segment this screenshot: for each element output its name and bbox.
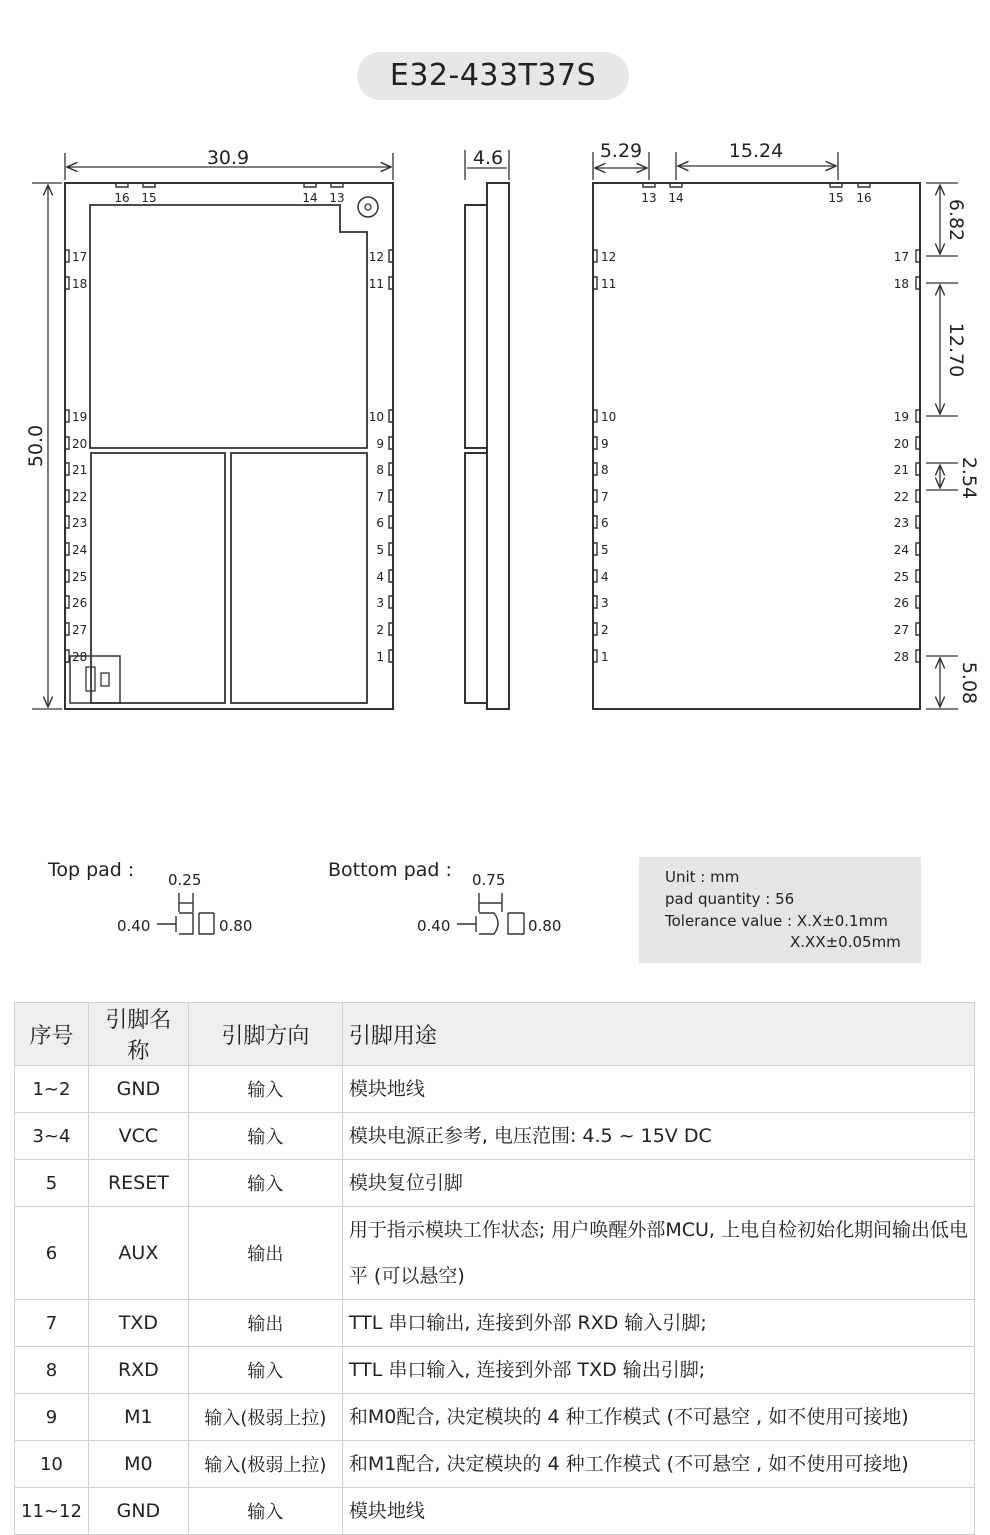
- spec-info-box: [639, 857, 921, 963]
- header-use: 引脚用途: [342, 1003, 974, 1066]
- header-no: 序号: [15, 1003, 89, 1066]
- top-view-outline: [65, 183, 393, 709]
- table-row: [15, 1394, 975, 1441]
- pin-label: 26: [72, 596, 88, 610]
- pin-label: 19: [72, 410, 88, 424]
- bottom-pad-label: Bottom pad :: [328, 859, 452, 881]
- pin-direction: 输入: [188, 1066, 342, 1113]
- pin-name: M0: [88, 1441, 188, 1488]
- pin-label: 26: [893, 596, 909, 610]
- pin-number: 7: [15, 1300, 89, 1347]
- pin-label: 11: [368, 277, 384, 291]
- pin-name: RXD: [88, 1347, 188, 1394]
- bottom-pad-left: 0.40: [417, 917, 451, 935]
- bottom-pad-width: 0.75: [472, 871, 506, 889]
- top-shield-right: [231, 453, 367, 703]
- table-row: [15, 1347, 975, 1394]
- dim-bottom-pad-span-label: 15.24: [728, 140, 784, 162]
- header-dir: 引脚方向: [188, 1003, 342, 1066]
- pin-label: 20: [893, 437, 909, 451]
- pin-label: 23: [72, 516, 88, 530]
- bottom-view-outline: [593, 183, 920, 709]
- info-tolerance-1: Tolerance value : X.X±0.1mm: [665, 912, 888, 930]
- pin-label: 10: [368, 410, 384, 424]
- pin-label: 13: [641, 191, 657, 205]
- table-row: [15, 1300, 975, 1347]
- pin-usage: 和M0配合, 决定模块的 4 种工作模式 (不可悬空 , 如不使用可接地): [342, 1394, 974, 1441]
- top-view-pads: [65, 183, 393, 664]
- pin-direction: 输入: [188, 1347, 342, 1394]
- pin-usage: 模块地线: [342, 1488, 974, 1535]
- antenna-connector-center: [365, 204, 371, 210]
- pin-label: 16: [856, 191, 872, 205]
- dim-right-top-offset-label: 6.82: [945, 198, 967, 242]
- pin-label: 6: [376, 516, 384, 530]
- pin-label: 1: [376, 650, 384, 664]
- pin-label: 7: [601, 490, 609, 504]
- pin-table: [14, 1002, 975, 1535]
- pin-label: 2: [601, 623, 609, 637]
- pin-direction: 输出: [188, 1300, 342, 1347]
- dim-pitch-label: 2.54: [958, 456, 980, 500]
- antenna-connector: [358, 197, 378, 217]
- pin-number: 9: [15, 1394, 89, 1441]
- pin-label: 3: [376, 596, 384, 610]
- pin-label: 12: [601, 250, 617, 264]
- table-row: [15, 1488, 975, 1535]
- pin-label: 11: [601, 277, 617, 291]
- dim-bottom-left-offset-label: 5.29: [599, 140, 643, 162]
- pin-label: 8: [376, 463, 384, 477]
- pin-label: 14: [302, 191, 318, 205]
- top-shield: [90, 205, 367, 448]
- pin-name: GND: [88, 1066, 188, 1113]
- dim-top-width-label: 30.9: [206, 147, 250, 169]
- pin-label: 22: [893, 490, 909, 504]
- pin-label: 4: [601, 570, 609, 584]
- bottom-pad-right: 0.80: [528, 917, 562, 935]
- top-pad-detail: [157, 893, 214, 934]
- pin-number: 3~4: [15, 1113, 89, 1160]
- side-view-shield-lower: [465, 453, 487, 703]
- pin-label: 19: [893, 410, 909, 424]
- pin-label: 17: [893, 250, 909, 264]
- pin-direction: 输入: [188, 1488, 342, 1535]
- pin-number: 8: [15, 1347, 89, 1394]
- dim-height-label: 50.0: [25, 424, 47, 468]
- pin-label: 5: [601, 543, 609, 557]
- pin-label: 9: [601, 437, 609, 451]
- pin-name: RESET: [88, 1160, 188, 1207]
- pin-label: 13: [329, 191, 345, 205]
- pin-direction: 输入(极弱上拉): [188, 1441, 342, 1488]
- pin-label: 21: [893, 463, 909, 477]
- pin-label: 16: [114, 191, 130, 205]
- table-header-row: [15, 1003, 975, 1066]
- pin-label: 15: [828, 191, 844, 205]
- pin-usage: 模块电源正参考, 电压范围: 4.5 ~ 15V DC: [342, 1113, 974, 1160]
- bottom-pad-detail: [457, 893, 524, 934]
- top-pad-width: 0.25: [168, 871, 202, 889]
- info-pad-quantity: pad quantity : 56: [665, 890, 795, 908]
- pin-number: 11~12: [15, 1488, 89, 1535]
- pin-label: 25: [72, 570, 88, 584]
- dim-right-gap-label: 12.70: [945, 322, 967, 378]
- side-view-shield-upper: [465, 205, 487, 448]
- table-row: [15, 1207, 975, 1300]
- pin-label: 18: [893, 277, 909, 291]
- pin-label: 28: [893, 650, 909, 664]
- pin-label: 25: [893, 570, 909, 584]
- pin-label: 2: [376, 623, 384, 637]
- pin-label: 23: [893, 516, 909, 530]
- pin-number: 10: [15, 1441, 89, 1488]
- side-view: [465, 183, 509, 709]
- table-row: [15, 1113, 975, 1160]
- pin-label: 1: [601, 650, 609, 664]
- pin-label: 24: [893, 543, 909, 557]
- pin-usage: 用于指示模块工作状态; 用户唤醒外部MCU, 上电自检初始化期间输出低电平 (可以悬空): [342, 1207, 974, 1300]
- pin-label: 20: [72, 437, 88, 451]
- module-title: E32-433T37S: [389, 58, 597, 93]
- table-row: [15, 1066, 975, 1113]
- top-small-part-b: [101, 673, 109, 686]
- pin-label: 4: [376, 570, 384, 584]
- pin-label: 3: [601, 596, 609, 610]
- pin-number: 5: [15, 1160, 89, 1207]
- pin-label: 5: [376, 543, 384, 557]
- top-shield-left: [91, 453, 225, 703]
- pin-usage: 模块复位引脚: [342, 1160, 974, 1207]
- info-unit: Unit : mm: [665, 868, 740, 886]
- top-pad-label: Top pad :: [48, 859, 135, 881]
- pin-direction: 输入(极弱上拉): [188, 1394, 342, 1441]
- top-view: [65, 183, 393, 709]
- pin-number: 6: [15, 1207, 89, 1300]
- pin-direction: 输入: [188, 1113, 342, 1160]
- pin-label: 7: [376, 490, 384, 504]
- table-row: [15, 1441, 975, 1488]
- pin-usage: TTL 串口输出, 连接到外部 RXD 输入引脚;: [342, 1300, 974, 1347]
- pin-label: 21: [72, 463, 88, 477]
- pin-label: 18: [72, 277, 88, 291]
- pin-label: 27: [72, 623, 88, 637]
- pin-label: 27: [893, 623, 909, 637]
- pin-label: 6: [601, 516, 609, 530]
- dim-right-bottom-offset-label: 5.08: [958, 661, 980, 705]
- pin-label: 9: [376, 437, 384, 451]
- pin-label: 12: [368, 250, 384, 264]
- dim-side-thickness-label: 4.6: [472, 147, 504, 169]
- pin-label: 22: [72, 490, 88, 504]
- side-view-board: [487, 183, 509, 709]
- header-name: 引脚名称: [88, 1003, 188, 1066]
- pin-usage: TTL 串口输入, 连接到外部 TXD 输出引脚;: [342, 1347, 974, 1394]
- pin-label: 28: [72, 650, 88, 664]
- pin-label: 8: [601, 463, 609, 477]
- pin-name: VCC: [88, 1113, 188, 1160]
- pin-number: 1~2: [15, 1066, 89, 1113]
- pin-usage: 模块地线: [342, 1066, 974, 1113]
- pin-name: GND: [88, 1488, 188, 1535]
- bottom-view-pads: [593, 183, 920, 664]
- table-row: [15, 1160, 975, 1207]
- pin-label: 24: [72, 543, 88, 557]
- pin-label: 17: [72, 250, 88, 264]
- dim-bottom-right: [926, 183, 958, 709]
- pin-label: 14: [668, 191, 684, 205]
- pin-name: M1: [88, 1394, 188, 1441]
- pin-label: 15: [141, 191, 157, 205]
- pin-usage: 和M1配合, 决定模块的 4 种工作模式 (不可悬空 , 如不使用可接地): [342, 1441, 974, 1488]
- pin-name: TXD: [88, 1300, 188, 1347]
- top-pad-right: 0.80: [219, 917, 253, 935]
- info-tolerance-2: X.XX±0.05mm: [790, 933, 901, 951]
- pin-name: AUX: [88, 1207, 188, 1300]
- pin-direction: 输入: [188, 1160, 342, 1207]
- pin-label: 10: [601, 410, 617, 424]
- top-pad-left: 0.40: [117, 917, 151, 935]
- pin-direction: 输出: [188, 1207, 342, 1300]
